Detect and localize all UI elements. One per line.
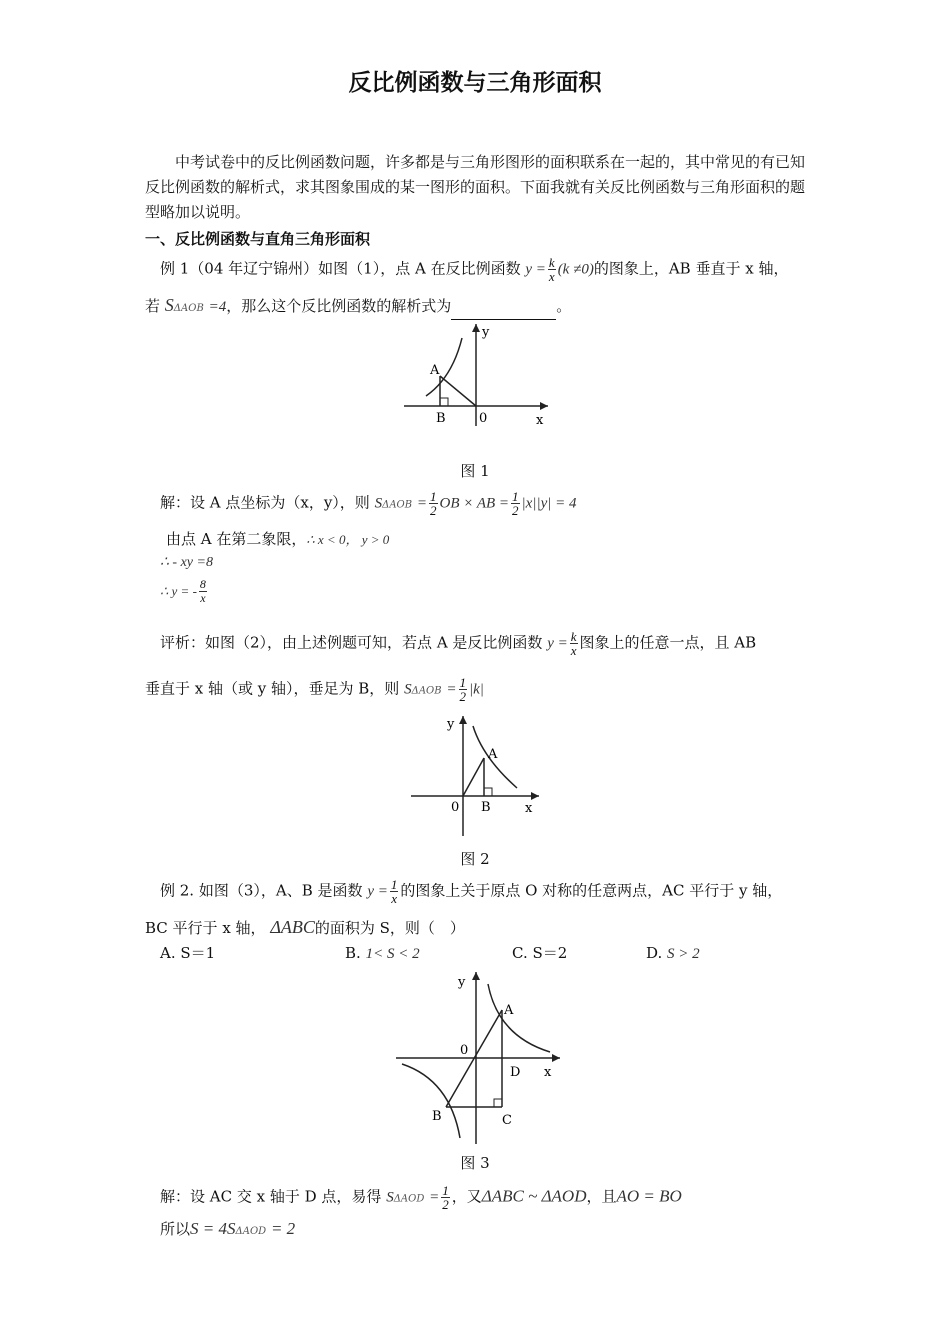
area-symbol: S [374, 495, 383, 512]
formula-tail: |x||y| = 4 [521, 495, 577, 512]
analysis-text-3: 垂直于 x 轴（或 y 轴），垂足为 B，则 [145, 679, 400, 698]
example-1-question: ，那么这个反比例函数的解析式为 [226, 297, 452, 315]
area-subscript: ΔAOB [382, 499, 413, 511]
fig2-label-o: 0 [451, 800, 460, 815]
example-2-text: 例 2. 如图（3），A、B 是函数 [160, 881, 363, 900]
solution-2-text: 解：设 AC 交 x 轴于 D 点，易得 [160, 1187, 382, 1206]
figure-1-caption: 图 1 [460, 462, 490, 480]
fig1-label-x: x [536, 413, 544, 428]
fig2-label-x: x [525, 801, 533, 816]
area-subscript: ΔAOD [393, 1193, 425, 1205]
solution-1-line-3: ∴ - xy =8 [160, 555, 213, 570]
area-subscript: ΔAOB [173, 303, 204, 314]
quadrant-text: 由点 A 在第二象限， [166, 530, 307, 548]
equals: = [446, 681, 457, 698]
period: 。 [556, 297, 572, 315]
fig2-label-b: B [481, 800, 491, 815]
example-1-text: 例 1（04 年辽宁锦州）如图（1），点 A 在反比例函数 [160, 259, 521, 278]
fig1-x-arrow [540, 402, 548, 410]
area-value: =4 [208, 299, 227, 315]
solution-1-line-4 [160, 578, 209, 605]
quadrant-condition: ∴ x < 0， y > 0 [306, 532, 390, 547]
text-you: ，又 [451, 1187, 482, 1206]
figure-2 [405, 712, 545, 838]
fraction-k-over-x: $\frac{k}{x}$ [548, 255, 555, 284]
formula-lhs: y = [367, 883, 388, 900]
fig1-label-o: 0 [479, 411, 488, 426]
area-subscript: ΔAOB [411, 685, 442, 697]
analysis-line-1 [160, 630, 756, 657]
fig3-x-arrow [552, 1054, 560, 1062]
triangle-abc: ΔABC [270, 917, 315, 937]
example-2-line-1 [160, 878, 782, 905]
fig3-label-o: 0 [460, 1043, 469, 1058]
fig2-x-arrow [531, 792, 539, 800]
page-title: 反比例函数与三角形面积 [348, 70, 602, 96]
solution-1-line-2 [166, 528, 389, 551]
option-d [646, 942, 700, 965]
option-d-label: D. [646, 944, 663, 962]
option-c: C. S＝2 [512, 944, 568, 962]
option-b-label: B. [345, 944, 361, 962]
option-b [345, 942, 420, 965]
fig3-right-angle [494, 1099, 502, 1107]
analysis-text-2: 图象上的任意一点，且 AB [579, 633, 757, 652]
solution-1-line-1 [160, 490, 576, 517]
fig3-label-d: D [510, 1065, 521, 1080]
fig2-label-a: A [488, 747, 498, 762]
area-symbol: S [404, 681, 412, 698]
example-1-line-1 [160, 256, 788, 283]
area-symbol: S [164, 295, 174, 315]
result-lhs: ∴ y = - [160, 583, 197, 599]
fig3-label-c: C [502, 1113, 512, 1128]
example-1-line-2 [145, 294, 571, 320]
fig2-right-angle [484, 788, 492, 796]
fig3-label-x: x [544, 1065, 552, 1080]
example-2-text-3: BC 平行于 x 轴， [145, 919, 266, 937]
text-qie: ，且 [586, 1187, 617, 1206]
analysis-line-2 [145, 676, 484, 703]
section-heading-1: 一、反比例函数与直角三角形面积 [145, 230, 371, 248]
intro-paragraph: 中考试卷中的反比例函数问题，许多都是与三角形图形的面积联系在一起的，其中常见的有已知反比例函数的解析式，求其图象围成的某一图形的面积。下面我就有关反比例函数与三角形面积的题型略加以说明。 [145, 153, 806, 221]
option-d-value: S > 2 [667, 946, 700, 962]
option-b-value: 1< S < 2 [365, 946, 420, 962]
example-2-text-2: 的图象上关于原点 O 对称的任意两点，AC 平行于 y 轴， [400, 881, 783, 900]
text-ruo: 若 [145, 297, 161, 315]
ao-equals-bo: AO = BO [616, 1186, 682, 1206]
fraction-half: $\frac{1}{2}$ [430, 489, 437, 518]
figure-1 [400, 318, 560, 430]
fig1-label-a: A [430, 363, 440, 378]
formula-tail: |k| [469, 681, 484, 698]
analysis-text: 评析：如图（2），由上述例题可知，若点 A 是反比例函数 [160, 633, 543, 652]
solution-2-line-1 [160, 1184, 682, 1211]
figure-2-caption: 图 2 [460, 850, 490, 868]
fig3-hyperbola-q3 [402, 1064, 460, 1138]
fraction-half-2: $\frac{1}{2}$ [512, 489, 519, 518]
area-result-value: = 2 [270, 1219, 296, 1238]
figure-3-caption: 图 3 [460, 1154, 490, 1172]
fig2-label-y: y [447, 717, 455, 732]
fig2-segment-oa [463, 758, 484, 796]
similarity: ΔABC ~ ΔAOD [481, 1186, 587, 1206]
fig1-label-y: y [482, 325, 490, 340]
example-2-line-2 [145, 916, 465, 939]
fig1-y-arrow [472, 324, 480, 332]
fraction-k-over-x: $\frac{k}{x}$ [570, 629, 577, 658]
example-2-question: 的面积为 S，则（ ） [314, 919, 465, 937]
fraction-1-over-x: $\frac{1}{x}$ [390, 877, 398, 906]
fig3-label-b: B [432, 1109, 442, 1124]
equals: = [416, 495, 427, 512]
solution-1-text: 解：设 A 点坐标为（x，y），则 [160, 493, 370, 512]
fig2-y-arrow [459, 716, 467, 724]
formula-condition: (k ≠0) [557, 261, 594, 278]
figure-3 [392, 968, 564, 1146]
fraction-8-over-x: $\frac{8}{x}$ [199, 577, 206, 605]
formula-middle: OB × AB = [439, 495, 510, 512]
formula-lhs: y = [525, 261, 546, 278]
fig3-label-a: A [504, 1003, 514, 1018]
area-subscript: ΔAOD [235, 1226, 267, 1237]
fig3-label-y: y [458, 975, 466, 990]
equals: = [429, 1189, 440, 1206]
text-suoyi: 所以 [160, 1220, 191, 1238]
fraction-half: $\frac{1}{2}$ [459, 675, 466, 704]
option-a: A. S＝1 [160, 944, 216, 962]
area-result: S = 4S [190, 1219, 236, 1238]
example-1-text-2: 的图象上，AB 垂直于 x 轴， [593, 259, 789, 278]
fig1-segment-ao [440, 376, 476, 406]
fig1-right-angle [440, 398, 448, 406]
area-symbol: S [386, 1189, 394, 1206]
solution-2-line-2 [160, 1218, 295, 1243]
fig3-y-arrow [472, 972, 480, 980]
fig1-label-b: B [436, 411, 446, 426]
fraction-half: $\frac{1}{2}$ [442, 1183, 449, 1212]
formula-lhs: y = [547, 635, 568, 652]
